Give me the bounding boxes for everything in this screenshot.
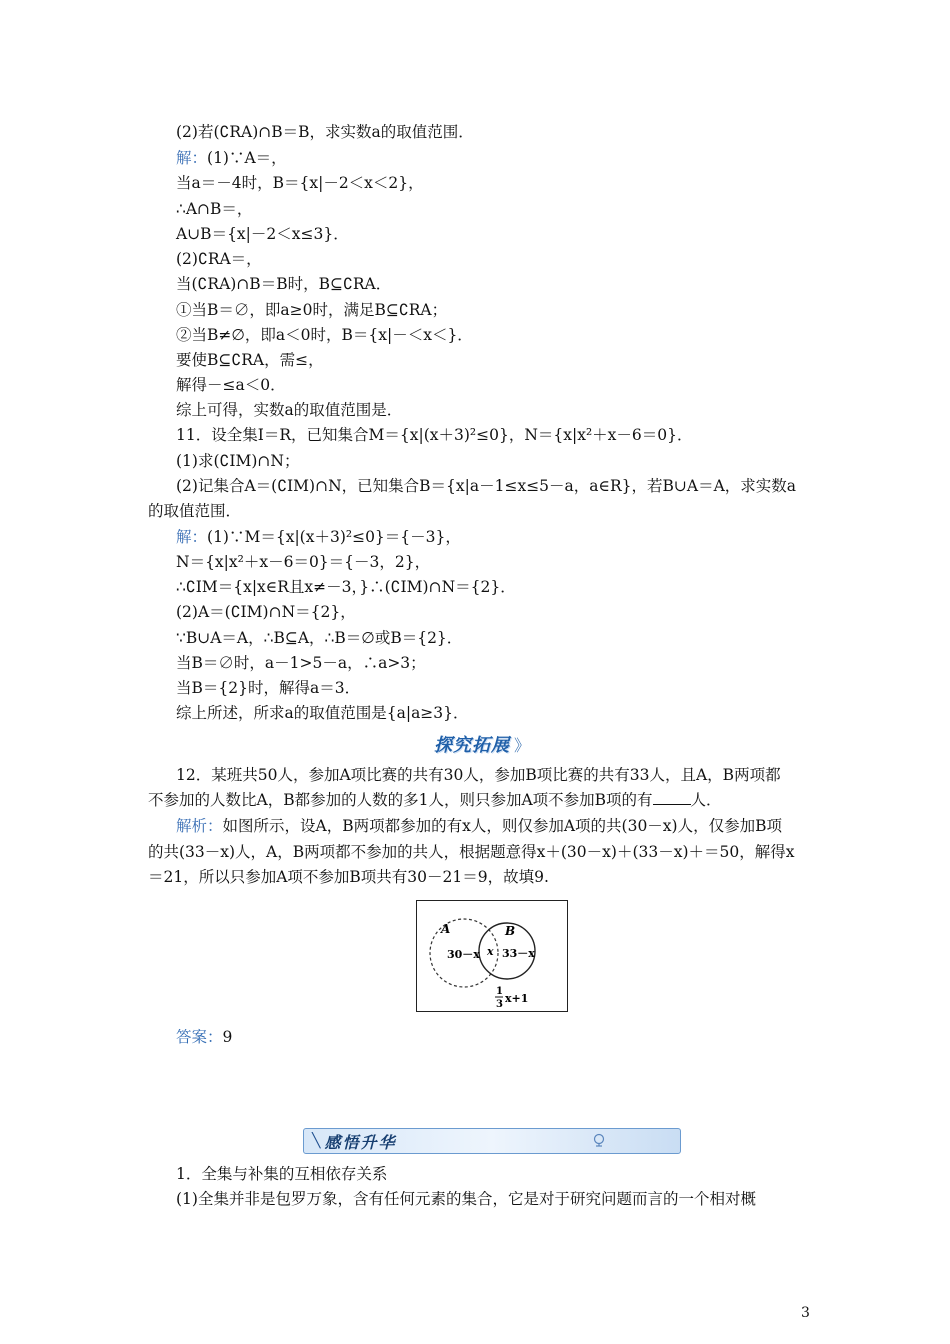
slash-icon: ╲ [312,1133,321,1149]
page-number: 3 [801,1305,810,1321]
analysis-line: 的共(33－x)人，A，B两项都不参加的共人，根据题意得x＋(30－x)＋(33－x)＋＝50，解得x [148,843,795,861]
q12-stem: 12．某班共50人，参加A项比赛的共有30人，参加B项比赛的共有33人，且A，B两项都 [176,766,781,784]
q12-text: 不参加的人数比A，B都参加的人数的多1人，则只参加A项不参加B项的有 [148,791,653,809]
region-b-only: 33－x [502,947,535,960]
globe-icon [592,1133,606,1147]
q12-stem-cont [148,790,722,810]
section-title: 探究拓展 [433,735,510,756]
solution-line: 当B＝∅时，a－1>5－a，∴a>3； [176,654,426,672]
q11-part2-cont: 的取值范围． [148,502,242,520]
q11-stem: 11．设全集I＝R，已知集合M＝{x|(x＋3)²≤0}，N＝{x|x²＋x－6＝0}． [176,426,693,444]
chevron-right-icon: 》 [513,735,530,755]
q11-part1: (1)求(∁IM)∩N； [176,452,300,470]
venn-svg [417,901,566,1010]
q12-text-end: 人． [690,791,722,809]
q10-part2: (2)若(∁RA)∩B＝B，求实数a的取值范围． [176,123,474,141]
analysis-line: ＝21，所以只参加A项不参加B项共有30－21＝9，故填9. [148,868,549,886]
label-b: B [505,924,516,938]
solution-line: ∴A∩B＝， [176,200,253,218]
answer-value: 9 [222,1028,233,1046]
section-banner-explore [413,730,551,758]
solution-text: (1)∵M＝{x|(x＋3)²≤0}＝{－3}， [207,528,461,546]
solution-line: 解得－≤a＜0． [176,376,286,394]
solution-line: (2)∁RA＝， [176,250,262,268]
solution-line: (2)A＝(∁IM)∩N＝{2}， [176,603,356,621]
solution-line: 综上所述，所求a的取值范围是{a|a≥3}． [176,704,469,722]
summary-text: (1)全集并非是包罗万象，含有任何元素的集合，它是对于研究问题而言的一个相对概 [176,1190,756,1208]
solution-line: ②当B≠∅，即a＜0时，B＝{x|－＜x＜}． [176,326,473,344]
solution-label: 解： [176,149,208,167]
analysis-text: 如图所示，设A，B两项都参加的有x人，则仅参加A项的共(30－x)人，仅参加B项 [222,817,782,835]
analysis-label: 解析： [176,817,223,835]
solution-line: 当(∁RA)∩B＝B时，B⊆∁RA． [176,275,392,293]
solution-line: N＝{x|x²＋x－6＝0}＝{－3，2}， [176,553,431,571]
solution-line: ①当B＝∅，即a≥0时，满足B⊆∁RA； [176,301,448,319]
solution-line [176,527,461,547]
region-both: x [487,945,494,958]
outside-frac-den: 3 [496,999,503,1010]
section-banner-insight [303,1128,681,1154]
answer-blank [653,790,691,805]
solution-line: 要使B⊆∁RA，需≤， [176,351,324,369]
region-a-only: 30－x [447,948,480,961]
answer-label: 答案： [176,1028,223,1046]
venn-diagram [416,900,568,1012]
solution-line: 综上可得，实数a的取值范围是． [176,401,403,419]
banner-title: 感悟升华 [324,1132,397,1152]
outside-rest: x+1 [505,992,529,1005]
summary-heading: 1．全集与补集的互相依存关系 [176,1165,388,1183]
outside-frac-num: 1 [496,986,503,997]
solution-line [176,148,287,168]
answer-line [176,1027,232,1047]
label-a: A [441,922,451,936]
solution-line: 当B＝{2}时，解得a＝3． [176,679,361,697]
solution-line: ∴∁IM＝{x|x∈R且x≠－3，}∴(∁IM)∩N＝{2}． [176,578,516,596]
solution-line: ∵B∪A＝A，∴B⊆A，∴B＝∅或B＝{2}． [176,629,463,647]
solution-label: 解： [176,528,208,546]
solution-line: A∪B＝{x|－2＜x≤3}． [176,225,349,243]
analysis-line [176,816,782,836]
q11-part2: (2)记集合A＝(∁IM)∩N，已知集合B＝{x|a－1≤x≤5－a，a∈R}，若B∪A＝A，求实数a [176,477,797,495]
solution-text: (1)∵A＝， [207,149,287,167]
solution-line: 当a＝－4时，B＝{x|－2＜x＜2}， [176,174,424,192]
